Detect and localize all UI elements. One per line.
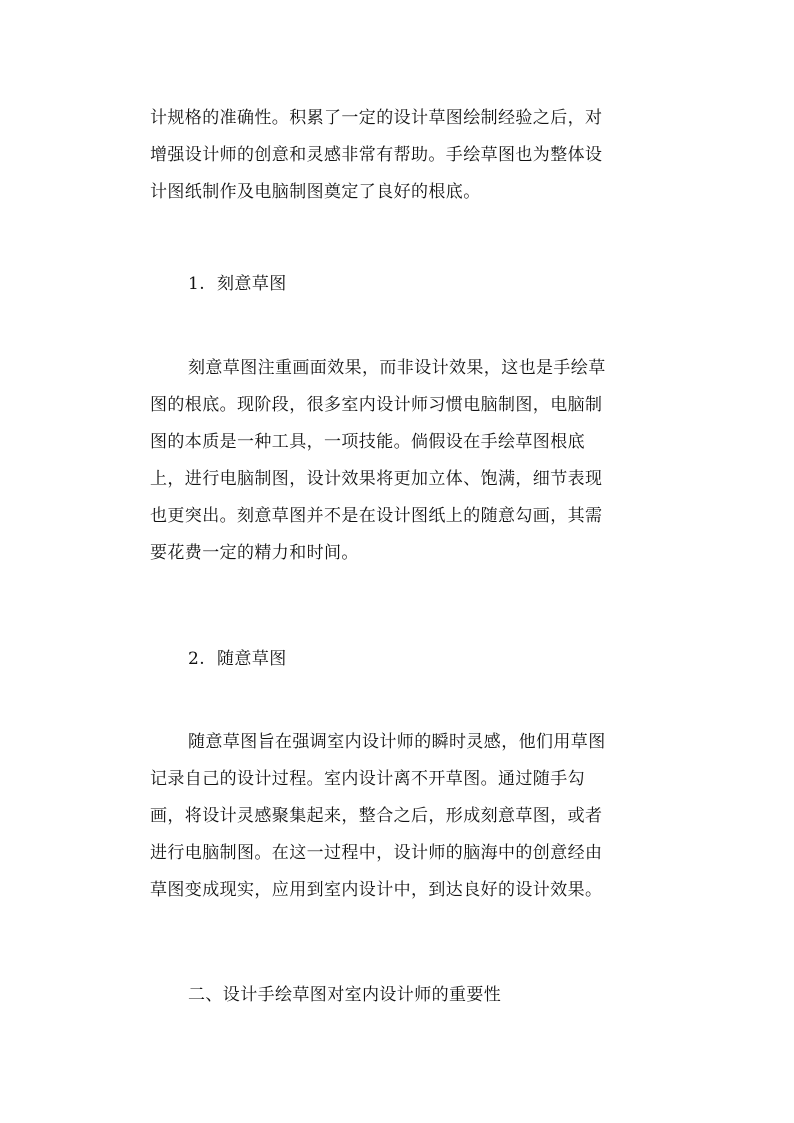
- section-2-paragraph: [150, 724, 640, 909]
- paragraph-line: 增强设计师的创意和灵感非常有帮助。手绘草图也为整体设: [150, 145, 603, 165]
- section-2-number: 2.: [188, 649, 206, 669]
- paragraph-line: 进行电脑制图。在这一过程中，设计师的脑海中的创意经由: [150, 843, 603, 863]
- section-2-heading: [188, 647, 287, 671]
- section-1-paragraph: [150, 350, 640, 572]
- paragraph-line: 计图纸制作及电脑制图奠定了良好的根底。: [150, 182, 481, 202]
- paragraph-line: 上，进行电脑制图，设计效果将更加立体、饱满，细节表现: [150, 469, 603, 489]
- paragraph-line: 要花费一定的精力和时间。: [150, 543, 359, 563]
- intro-paragraph: [150, 100, 640, 211]
- paragraph-line: 随意草图旨在强调室内设计师的瞬时灵感，他们用草图: [188, 732, 606, 752]
- chapter-2-heading: 二、设计手绘草图对室内设计师的重要性: [188, 985, 502, 1005]
- section-1-heading: [188, 272, 287, 296]
- paragraph-line: 草图变成现实，应用到室内设计中，到达良好的设计效果。: [150, 880, 603, 900]
- paragraph-line: 画，将设计灵感聚集起来，整合之后，形成刻意草图，或者: [150, 806, 603, 826]
- paragraph-line: 计规格的准确性。积累了一定的设计草图绘制经验之后，对: [150, 108, 603, 128]
- paragraph-line: 刻意草图注重画面效果，而非设计效果，这也是手绘草: [188, 358, 606, 378]
- section-2-title: 随意草图: [217, 649, 287, 669]
- paragraph-line: 图的根底。现阶段，很多室内设计师习惯电脑制图，电脑制: [150, 395, 603, 415]
- section-1-number: 1.: [188, 274, 206, 294]
- paragraph-line: 也更突出。刻意草图并不是在设计图纸上的随意勾画，其需: [150, 506, 603, 526]
- section-1-title: 刻意草图: [217, 274, 287, 294]
- paragraph-line: 记录自己的设计过程。室内设计离不开草图。通过随手勾: [150, 769, 585, 789]
- paragraph-line: 图的本质是一种工具，一项技能。倘假设在手绘草图根底: [150, 432, 585, 452]
